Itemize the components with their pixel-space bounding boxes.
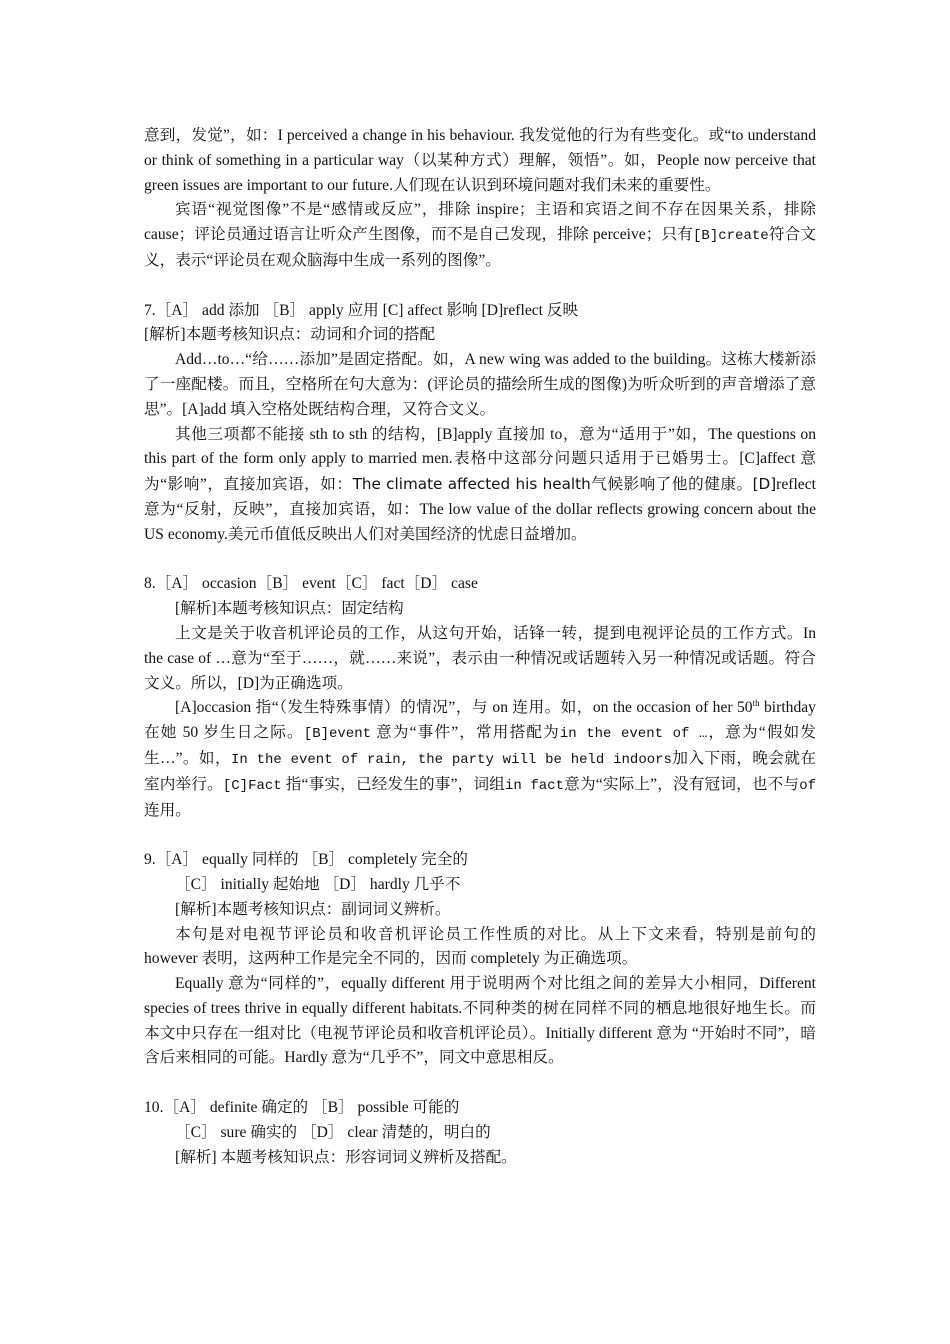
q8-p2-text-b: birthday 在她 50 岁生日之际。 [144,699,816,742]
q8-p2-text-g: 意为“实际上”，没有冠词，也不与 [564,775,800,793]
q7-paragraph-1: Add…to…“给……添加”是固定搭配。如，A new wing was added to the building。这栋大楼新添了一座配楼。而且，空格所在句大意为：(评论员的描绘所生成的图像)为听众听到的声音增添了意思”。[A]add 填入空格处既结构合理，又符合文义。 [144,351,816,418]
q8-p2-text-f: 指“事实，已经发生的事”，词组 [281,775,505,793]
q9-paragraph-1: 本句是对电视节评论员和收音机评论员工作性质的对比。从上下文来看，特别是前句的 however 表明，这两种工作是完全不同的，因而 completely 为正确选项。 [144,925,816,968]
spacer [144,823,816,848]
q8-p2-text-e: 加入下雨，晚会就在室内举行。 [144,749,817,793]
q8-paragraph-1: 上文是关于收音机评论员的工作，从这句开始，话锋一转，提到电视评论员的工作方式。In the case of …意为“至于……，就……来说”，表示由一种情况或话题转入另一种情况或话题。符合文义。所以，[D]为正确选项。 [144,624,816,692]
q8-p2-code-6: of [799,777,816,794]
q7-p2-text-a: 其他三项都不能接 sth to sth 的结构，[B]apply 直接加 to，意为“适用于”如，The questions on this part of the form only apply to married men.表格中这部分问题只适用于已婚男士。[C]affect 意为“影响”，直接加宾语，如： [144,425,816,494]
q9-options-line-1: 9.［A］ equally 同样的 ［B］ completely 完全的 [144,851,468,869]
q8-analysis: [解析]本题考核知识点：固定结构 [175,600,404,618]
q10-analysis: [解析] 本题考核知识点：形容词词义辨析及搭配。 [175,1148,517,1166]
spacer [144,274,816,299]
q8-p2-code-2: in the event of … [559,726,708,743]
q8-p2-superscript: th [752,698,760,709]
q8-p2-code-5: in fact [505,777,564,794]
q8-p2-text-d: ，意为“假如发生…”。如， [144,724,817,767]
q9-options-line-2: ［C］ initially 起始地 ［D］ hardly 几乎不 [175,875,461,893]
document-page [144,124,816,1170]
q8-p2-text-h: 连用。 [144,801,191,819]
q9-paragraph-2: Equally 意为“同样的”，equally different 用于说明两个对比组之间的差异大小相同，Different species of trees thrive in equally different habitats.不同种类的树在同样不同的栖息地很好地生长。而本文中只存在一组对比（电视节评论员和收音机评论员）。Initially different 意为 “开始时不同”，暗含后来相同的可能。Hardly 意为“几乎不”，同文中意思相反。 [144,975,816,1067]
q10-options-line-2: ［C］ sure 确实的 ［D］ clear 清楚的，明白的 [175,1123,491,1141]
q8-paragraph-2 [144,696,816,823]
q7-p2-text-c: reflect 意为“反射，反映”，直接加宾语，如：The low value of the dollar reflects growing concern about the US economy.美元币值低反映出人们对美国经济的忧虑日益增加。 [144,476,816,543]
intro-paragraph-perceive: 意到，发觉”，如：I perceived a change in his behaviour. 我发觉他的行为有些变化。或“to understand or think of something in a particular way（以某种方式）理解，领悟”。如，People now perceive that green issues are important to our future.人们现在认识到环境问题对我们未来的重要性。 [144,127,816,194]
intro-p2-text-a: 宾语“视觉图像”不是“感情或反应”，排除 inspire；主语和宾语之间不存在因果关系，排除 cause；评论员通过语言让听众产生图像，而不是自己发现，排除 perceive；只有 [144,201,816,244]
intro-p2-text-b: 符合文义，表示“评论员在观众脑海中生成一系列的图像”。 [144,226,816,269]
intro-p2-code: [B]create [693,228,769,245]
q7-p2-example: The climate affected his health [352,475,591,494]
spacer [144,548,816,573]
q7-p2-option-d: [D] [752,475,777,494]
q7-analysis: [解析]本题考核知识点：动词和介词的搭配 [144,326,436,344]
q8-p2-text-c: 意为“事件”，常用搭配为 [371,724,560,742]
q9-analysis: [解析]本题考核知识点：副词词义辨析。 [175,900,451,918]
q7-p2-text-b: 气候影响了他的健康。 [590,476,753,494]
q8-options: 8.［A］ occasion［B］ event［C］ fact［D］ case [144,575,478,593]
q8-p2-code-3: In the event of rain, the party will be held indoors [230,751,672,768]
q10-options-line-1: 10.［A］ definite 确定的 ［B］ possible 可能的 [144,1099,460,1117]
q8-p2-text-a: [A]occasion 指“（发生特殊事情）的情况”，与 on 连用。如，on the occasion of her 50 [175,699,753,717]
q7-paragraph-2 [144,423,816,548]
q8-p2-code-1: [B]event [303,726,372,743]
intro-paragraph-create [144,198,816,273]
q8-p2-code-4: [C]Fact [222,777,282,794]
spacer [144,1071,816,1096]
q7-options: 7.［A］ add 添加 ［B］ apply 应用 [C] affect 影响 [D]reflect 反映 [144,301,579,319]
